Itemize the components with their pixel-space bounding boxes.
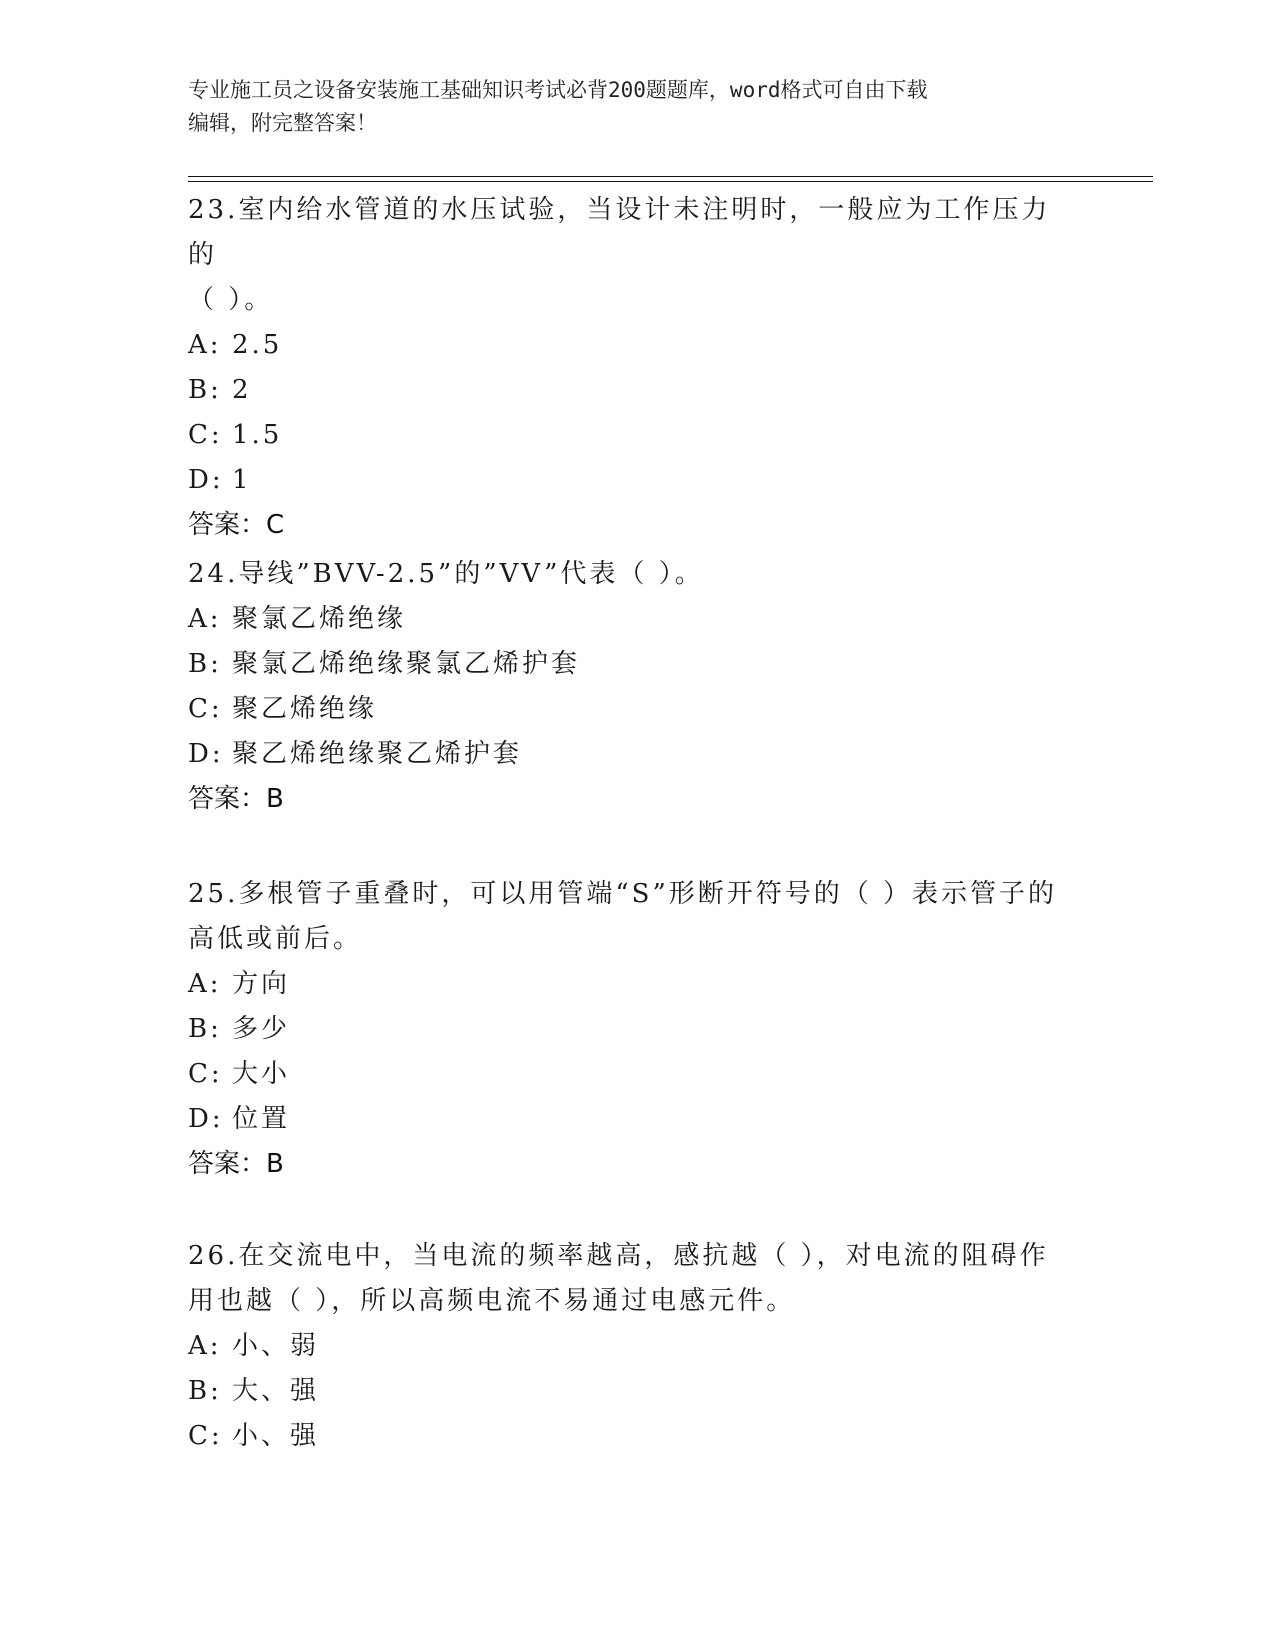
option-text: 2 [232,375,252,405]
option-b [188,1369,1068,1414]
option-key: A: [188,330,222,360]
header-line-1: 专业施工员之设备安装施工基础知识考试必背200题题库，word格式可自由下载 [188,78,928,102]
option-key: B: [188,649,222,679]
answer-text: 答案：B [188,784,284,814]
option-text: 1.5 [232,420,283,450]
option-b [188,368,1068,413]
option-text: 多少 [232,1014,291,1044]
question-24 [188,552,1068,822]
question-stem-line-1: 26.在交流电中，当电流的频率越高，感抗越（ ），对电流的阻碍作 [188,1241,1049,1271]
option-key: A: [188,604,222,634]
option-b [188,1007,1068,1052]
question-26 [188,1234,1068,1459]
question-stem-line-2: （ ）。 [188,285,274,315]
question-stem-line-2: 用也越（ ），所以高频电流不易通过电感元件。 [188,1286,796,1316]
answer-text: 答案：C [188,510,285,540]
option-text: 大小 [232,1059,291,1089]
option-a [188,323,1068,368]
header-line-2: 编辑，附完整答案！ [188,111,377,135]
option-key: C: [188,1059,223,1089]
question-23 [188,188,1068,548]
option-key: B: [188,1014,222,1044]
option-key: D: [188,465,224,495]
option-c [188,413,1068,458]
question-stem-line-1: 24.导线”BVV-2.5”的”VV”代表（ ）。 [188,559,704,589]
option-text: 1 [232,465,252,495]
option-text: 聚乙烯绝缘聚乙烯护套 [232,739,523,769]
question-25 [188,872,1068,1187]
option-text: 小、强 [232,1421,320,1451]
option-text: 2.5 [232,330,283,360]
option-key: D: [188,739,224,769]
answer-text: 答案：B [188,1149,284,1179]
option-key: A: [188,969,222,999]
option-text: 聚氯乙烯绝缘聚氯乙烯护套 [232,649,581,679]
option-a [188,597,1068,642]
option-key: A: [188,1331,222,1361]
option-key: C: [188,420,223,450]
option-text: 大、强 [232,1376,320,1406]
option-d [188,732,1068,777]
option-key: B: [188,1376,222,1406]
option-text: 聚乙烯绝缘 [232,694,378,724]
option-b [188,642,1068,687]
option-c [188,1052,1068,1097]
question-stem-line-2: 高低或前后。 [188,924,363,954]
option-text: 位置 [232,1104,291,1134]
option-text: 方向 [232,969,291,999]
option-key: C: [188,1421,223,1451]
option-d [188,1097,1068,1142]
header-divider-top [188,176,1153,177]
question-stem-line-1: 23.室内给水管道的水压试验，当设计未注明时，一般应为工作压力的 [188,195,1051,270]
option-a [188,962,1068,1007]
option-text: 小、弱 [232,1331,320,1361]
document-header [188,74,1068,140]
question-stem-line-1: 25.多根管子重叠时，可以用管端“S”形断开符号的（ ）表示管子的 [188,879,1058,909]
option-a [188,1324,1068,1369]
option-c [188,1414,1068,1459]
option-c [188,687,1068,732]
option-key: D: [188,1104,224,1134]
option-d [188,458,1068,503]
option-key: C: [188,694,223,724]
option-key: B: [188,375,222,405]
header-divider-bottom [188,181,1153,182]
option-text: 聚氯乙烯绝缘 [232,604,407,634]
